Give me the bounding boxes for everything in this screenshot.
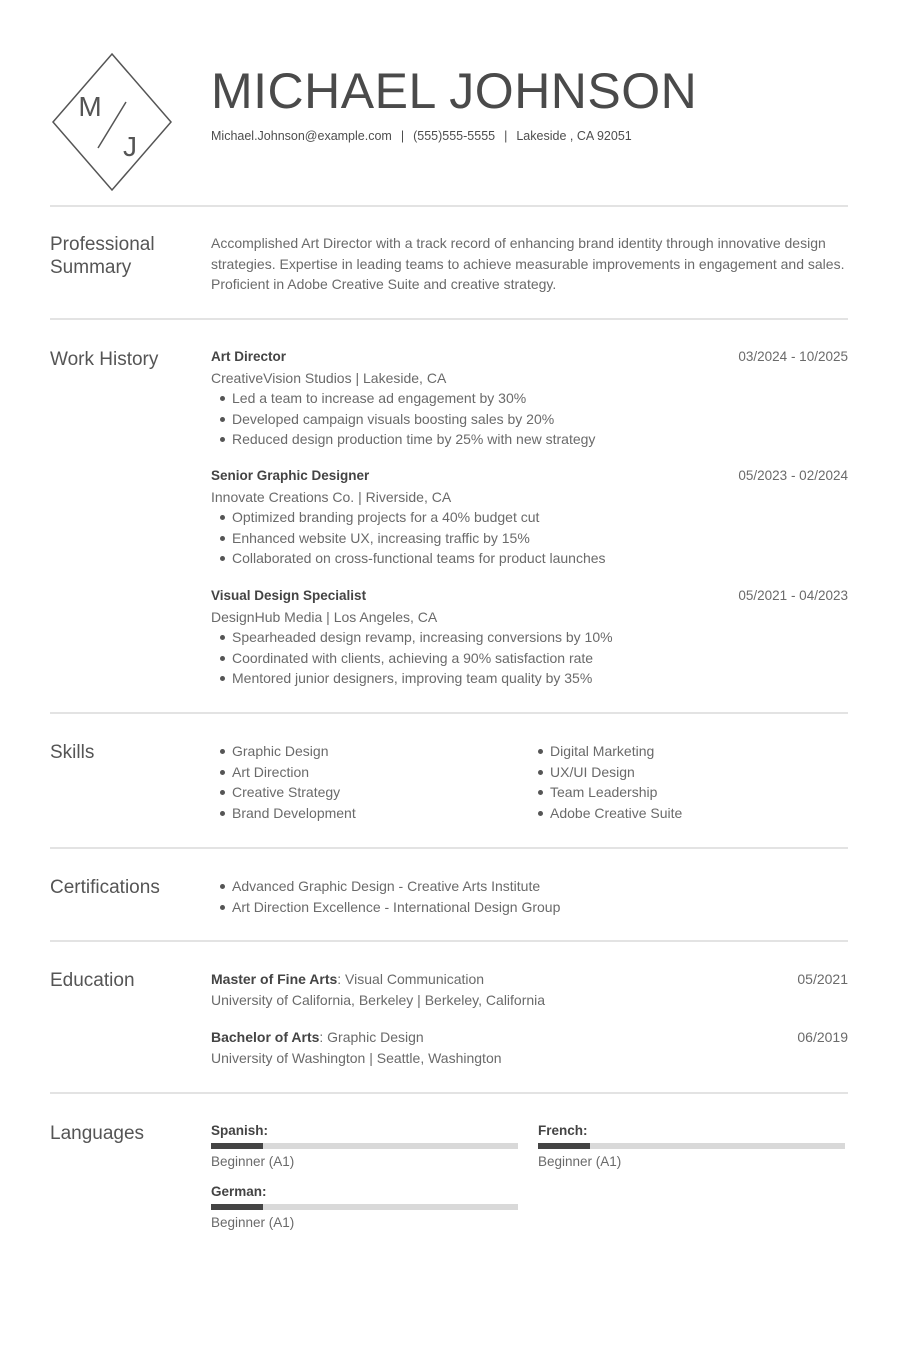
section-divider (50, 205, 848, 207)
section-divider (50, 318, 848, 320)
job-bullet: Spearheaded design revamp, increasing conversions by 10% (219, 627, 848, 648)
language-entry (211, 1183, 518, 1233)
job-bullets (211, 507, 848, 569)
language-name: Spanish: (211, 1123, 269, 1138)
skill-item: Graphic Design (219, 741, 529, 762)
education-entry (211, 969, 848, 1010)
job-bullet: Mentored junior designers, improving team quality by 35% (219, 668, 848, 689)
school-name: University of Washington | Seattle, Washington (211, 1049, 502, 1066)
job-bullet: Enhanced website UX, increasing traffic by 15% (219, 528, 848, 549)
skill-item: Digital Marketing (537, 741, 847, 762)
degree-name: Bachelor of Arts (211, 1029, 320, 1045)
contact-phone[interactable]: (555)555-5555 (413, 129, 496, 143)
job-entry (211, 347, 848, 450)
job-bullet: Coordinated with clients, achieving a 90% satisfaction rate (219, 648, 848, 669)
job-title: Visual Design Specialist (211, 588, 367, 603)
job-dates: 05/2023 - 02/2024 (738, 468, 848, 483)
job-entry (211, 466, 848, 569)
job-company: DesignHub Media | Los Angeles, CA (211, 608, 438, 625)
section-divider (50, 1092, 848, 1094)
language-proficiency-fill (538, 1143, 590, 1149)
language-level: Beginner (A1) (211, 1215, 295, 1230)
language-name: French: (538, 1123, 588, 1138)
skills-heading: Skills (50, 742, 95, 763)
job-bullet: Developed campaign visuals boosting sales by 20% (219, 409, 848, 430)
degree-field: : Visual Communication (337, 971, 485, 987)
language-level: Beginner (A1) (538, 1154, 622, 1169)
summary-text: Accomplished Art Director with a track record of enhancing brand identity through innovative design strategies. Expertise in leading teams to achieve measurable improvements in engagement and sales. Proficient in Adobe Creative Suite and creative strategy. (211, 235, 845, 292)
monogram-diamond-icon (50, 52, 174, 192)
certifications-heading: Certifications (50, 877, 160, 898)
contact-line (211, 127, 632, 145)
language-proficiency-bar (211, 1143, 518, 1149)
contact-separator: | (400, 129, 405, 143)
monogram-last-initial: J (123, 131, 137, 162)
language-proficiency-fill (211, 1204, 263, 1210)
degree-name: Master of Fine Arts (211, 971, 338, 987)
job-company: CreativeVision Studios | Lakeside, CA (211, 369, 447, 386)
certification-item: Advanced Graphic Design - Creative Arts Institute (219, 876, 848, 897)
certifications-list (211, 876, 848, 917)
work-history-heading: Work History (50, 349, 159, 370)
school-name: University of California, Berkeley | Berkeley, California (211, 991, 546, 1008)
skill-item: Adobe Creative Suite (537, 803, 847, 824)
job-entry (211, 586, 848, 689)
candidate-name: MICHAEL JOHNSON (211, 63, 698, 119)
job-dates: 05/2021 - 04/2023 (738, 588, 848, 603)
language-proficiency-fill (211, 1143, 263, 1149)
skill-item: Art Direction (219, 762, 529, 783)
certification-item: Art Direction Excellence - International Design Group (219, 897, 848, 918)
job-dates: 03/2024 - 10/2025 (738, 349, 848, 364)
job-bullets (211, 388, 848, 450)
job-bullets (211, 627, 848, 689)
education-date: 06/2019 (797, 1029, 848, 1045)
job-bullet: Optimized branding projects for a 40% budget cut (219, 507, 848, 528)
monogram-logo (50, 52, 174, 192)
job-bullet: Reduced design production time by 25% with new strategy (219, 429, 848, 450)
language-name: German: (211, 1184, 267, 1199)
section-divider (50, 940, 848, 942)
language-entry (211, 1122, 518, 1172)
degree-field: : Graphic Design (319, 1029, 424, 1045)
language-level: Beginner (A1) (211, 1154, 295, 1169)
job-bullet: Led a team to increase ad engagement by 30% (219, 388, 848, 409)
skill-item: Creative Strategy (219, 782, 529, 803)
job-bullet: Collaborated on cross-functional teams for product launches (219, 548, 848, 569)
language-proficiency-bar (538, 1143, 845, 1149)
section-divider (50, 712, 848, 714)
skill-item: Team Leadership (537, 782, 847, 803)
skill-item: Brand Development (219, 803, 529, 824)
language-proficiency-bar (211, 1204, 518, 1210)
summary-heading: Professional Summary (50, 234, 155, 278)
job-title: Senior Graphic Designer (211, 468, 370, 483)
education-date: 05/2021 (797, 971, 848, 987)
education-entry (211, 1027, 848, 1068)
contact-location: Lakeside , CA 92051 (516, 129, 632, 143)
skills-column-2 (529, 741, 847, 823)
skills-column-1 (211, 741, 529, 823)
contact-separator: | (504, 129, 508, 143)
education-heading: Education (50, 970, 135, 991)
section-divider (50, 847, 848, 849)
job-title: Art Director (211, 349, 287, 364)
skill-item: UX/UI Design (537, 762, 847, 783)
job-company: Innovate Creations Co. | Riverside, CA (211, 488, 452, 505)
language-entry (538, 1122, 845, 1172)
contact-email[interactable]: Michael.Johnson@example.com (211, 129, 392, 143)
languages-heading: Languages (50, 1123, 145, 1144)
monogram-first-initial: M (78, 91, 102, 122)
certification-bullets (211, 876, 848, 917)
